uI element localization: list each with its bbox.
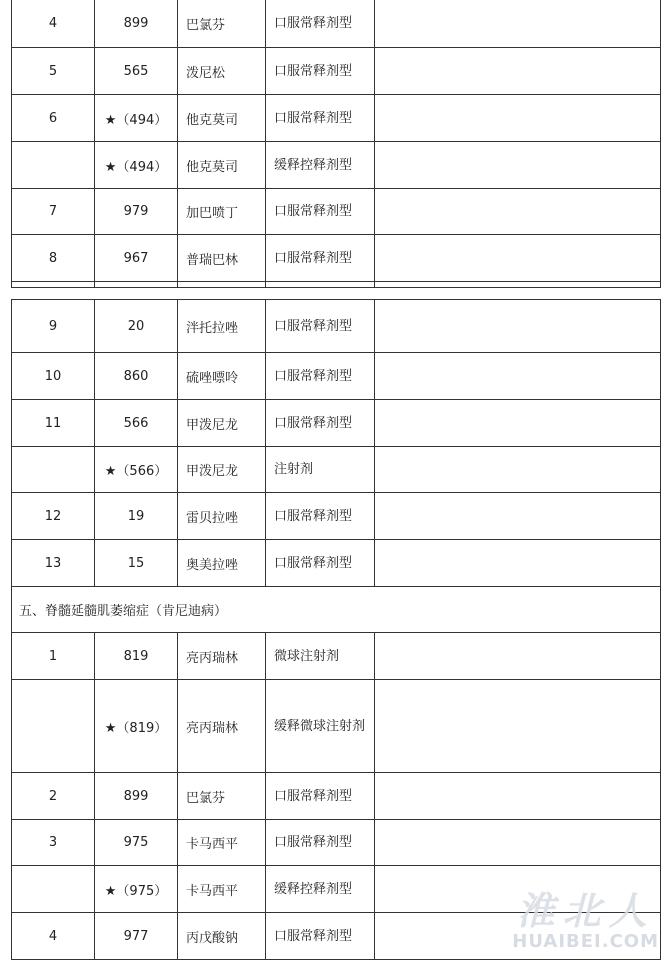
section-heading: 五、脊髓延髓肌萎缩症（肯尼迪病） bbox=[12, 587, 661, 633]
row-number-cell bbox=[12, 142, 95, 189]
remarks-cell bbox=[375, 95, 661, 142]
dosage-form-cell: 口服常释剂型 bbox=[266, 353, 375, 400]
drug-name-cell: 甲泼尼龙 bbox=[178, 447, 266, 493]
table-row bbox=[12, 353, 661, 400]
drug-name-cell: 巴氯芬 bbox=[178, 0, 266, 48]
section-row bbox=[12, 587, 661, 633]
dosage-form-cell: 微球注射剂 bbox=[266, 633, 375, 680]
drug-code-cell: 819 bbox=[95, 633, 178, 680]
table-row bbox=[12, 866, 661, 913]
dosage-form-cell: 口服常释剂型 bbox=[266, 913, 375, 960]
dosage-form-cell: 口服常释剂型 bbox=[266, 773, 375, 820]
dosage-form-cell: 口服常释剂型 bbox=[266, 540, 375, 587]
table-row bbox=[12, 540, 661, 587]
empty-cell bbox=[375, 282, 661, 288]
drug-code-cell: 975 bbox=[95, 820, 178, 866]
row-number-cell: 1 bbox=[12, 633, 95, 680]
table-row bbox=[12, 95, 661, 142]
drug-name-cell: 硫唑嘌呤 bbox=[178, 353, 266, 400]
dosage-form-cell: 缓释微球注射剂 bbox=[266, 680, 375, 773]
drug-name-cell: 他克莫司 bbox=[178, 95, 266, 142]
remarks-cell bbox=[375, 773, 661, 820]
table-row bbox=[12, 820, 661, 866]
table-row bbox=[12, 493, 661, 540]
dosage-form-cell: 缓释控释剂型 bbox=[266, 866, 375, 913]
dosage-form-cell: 口服常释剂型 bbox=[266, 820, 375, 866]
table-row bbox=[12, 142, 661, 189]
empty-cell bbox=[178, 282, 266, 288]
drug-name-cell: 卡马西平 bbox=[178, 866, 266, 913]
row-number-cell: 7 bbox=[12, 189, 95, 235]
drug-name-cell: 奥美拉唑 bbox=[178, 540, 266, 587]
table-body bbox=[12, 0, 661, 288]
dosage-form-cell: 口服常释剂型 bbox=[266, 235, 375, 282]
remarks-cell bbox=[375, 913, 661, 960]
remarks-cell bbox=[375, 353, 661, 400]
row-number-cell: 5 bbox=[12, 48, 95, 95]
row-number-cell: 9 bbox=[12, 300, 95, 353]
drug-name-cell: 加巴喷丁 bbox=[178, 189, 266, 235]
dosage-form-cell: 口服常释剂型 bbox=[266, 48, 375, 95]
drug-code-cell: 15 bbox=[95, 540, 178, 587]
table-row bbox=[12, 447, 661, 493]
remarks-cell bbox=[375, 300, 661, 353]
drug-table-part-2 bbox=[11, 299, 661, 960]
table-row bbox=[12, 48, 661, 95]
row-number-cell bbox=[12, 680, 95, 773]
drug-name-cell: 普瑞巴林 bbox=[178, 235, 266, 282]
drug-name-cell: 亮丙瑞林 bbox=[178, 633, 266, 680]
drug-code-cell: 566 bbox=[95, 400, 178, 447]
remarks-cell bbox=[375, 400, 661, 447]
remarks-cell bbox=[375, 633, 661, 680]
drug-name-cell: 他克莫司 bbox=[178, 142, 266, 189]
drug-code-cell: ★（494） bbox=[95, 142, 178, 189]
drug-code-cell: 979 bbox=[95, 189, 178, 235]
dosage-form-cell: 口服常释剂型 bbox=[266, 300, 375, 353]
drug-name-cell: 泮托拉唑 bbox=[178, 300, 266, 353]
dosage-form-cell: 口服常释剂型 bbox=[266, 0, 375, 48]
dosage-form-cell: 口服常释剂型 bbox=[266, 400, 375, 447]
row-number-cell: 10 bbox=[12, 353, 95, 400]
table-row bbox=[12, 0, 661, 48]
drug-table-part-1 bbox=[11, 0, 661, 288]
drug-code-cell: ★（566） bbox=[95, 447, 178, 493]
row-number-cell: 13 bbox=[12, 540, 95, 587]
table-row-fragment bbox=[12, 282, 661, 288]
table-body bbox=[12, 300, 661, 960]
dosage-form-cell: 口服常释剂型 bbox=[266, 95, 375, 142]
table-row bbox=[12, 189, 661, 235]
drug-name-cell: 亮丙瑞林 bbox=[178, 680, 266, 773]
row-number-cell bbox=[12, 447, 95, 493]
row-number-cell bbox=[12, 866, 95, 913]
dosage-form-cell: 注射剂 bbox=[266, 447, 375, 493]
table-row bbox=[12, 913, 661, 960]
row-number-cell: 6 bbox=[12, 95, 95, 142]
drug-name-cell: 丙戊酸钠 bbox=[178, 913, 266, 960]
watermark-domain-text: HUAIBEI.COM bbox=[512, 931, 659, 952]
remarks-cell bbox=[375, 48, 661, 95]
remarks-cell bbox=[375, 0, 661, 48]
drug-code-cell: 967 bbox=[95, 235, 178, 282]
empty-cell bbox=[95, 282, 178, 288]
remarks-cell bbox=[375, 493, 661, 540]
drug-name-cell: 卡马西平 bbox=[178, 820, 266, 866]
table-row bbox=[12, 300, 661, 353]
watermark-logo-text: 淮北人 bbox=[516, 889, 655, 933]
remarks-cell bbox=[375, 540, 661, 587]
row-number-cell: 2 bbox=[12, 773, 95, 820]
drug-code-cell: 899 bbox=[95, 773, 178, 820]
table-row bbox=[12, 773, 661, 820]
remarks-cell bbox=[375, 142, 661, 189]
remarks-cell bbox=[375, 866, 661, 913]
drug-code-cell: 977 bbox=[95, 913, 178, 960]
drug-code-cell: 20 bbox=[95, 300, 178, 353]
empty-cell bbox=[12, 282, 95, 288]
row-number-cell: 3 bbox=[12, 820, 95, 866]
row-number-cell: 4 bbox=[12, 913, 95, 960]
remarks-cell bbox=[375, 820, 661, 866]
dosage-form-cell: 口服常释剂型 bbox=[266, 189, 375, 235]
table-row bbox=[12, 235, 661, 282]
dosage-form-cell: 口服常释剂型 bbox=[266, 493, 375, 540]
drug-name-cell: 雷贝拉唑 bbox=[178, 493, 266, 540]
drug-name-cell: 甲泼尼龙 bbox=[178, 400, 266, 447]
drug-code-cell: ★（819） bbox=[95, 680, 178, 773]
table-row bbox=[12, 633, 661, 680]
drug-code-cell: 860 bbox=[95, 353, 178, 400]
row-number-cell: 8 bbox=[12, 235, 95, 282]
drug-code-cell: 899 bbox=[95, 0, 178, 48]
drug-code-cell: ★（975） bbox=[95, 866, 178, 913]
row-number-cell: 12 bbox=[12, 493, 95, 540]
remarks-cell bbox=[375, 680, 661, 773]
row-number-cell: 11 bbox=[12, 400, 95, 447]
dosage-form-cell: 缓释控释剂型 bbox=[266, 142, 375, 189]
remarks-cell bbox=[375, 189, 661, 235]
drug-code-cell: 19 bbox=[95, 493, 178, 540]
drug-code-cell: ★（494） bbox=[95, 95, 178, 142]
drug-code-cell: 565 bbox=[95, 48, 178, 95]
table-row bbox=[12, 400, 661, 447]
drug-name-cell: 泼尼松 bbox=[178, 48, 266, 95]
drug-name-cell: 巴氯芬 bbox=[178, 773, 266, 820]
table-row bbox=[12, 680, 661, 773]
remarks-cell bbox=[375, 235, 661, 282]
empty-cell bbox=[266, 282, 375, 288]
row-number-cell: 4 bbox=[12, 0, 95, 48]
remarks-cell bbox=[375, 447, 661, 493]
